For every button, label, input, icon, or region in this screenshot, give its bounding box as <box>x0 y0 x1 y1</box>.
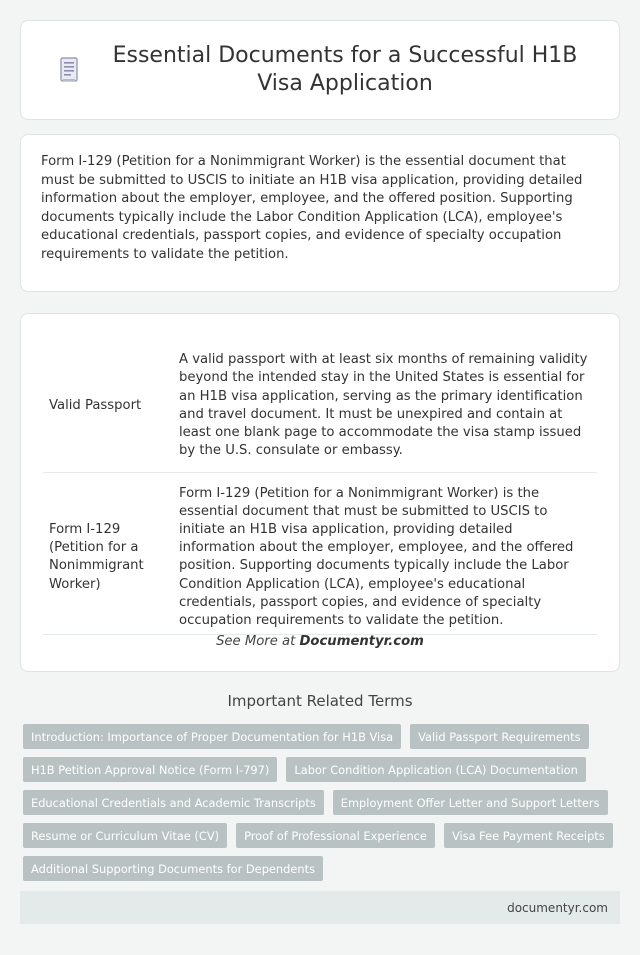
documents-card <box>20 313 620 672</box>
related-term-tag[interactable]: Proof of Professional Experience <box>236 823 435 848</box>
footer <box>20 891 620 924</box>
related-term-tag[interactable]: H1B Petition Approval Notice (Form I-797) <box>23 757 277 782</box>
related-term-tag[interactable]: Labor Condition Application (LCA) Documentation <box>286 757 585 782</box>
see-more-link[interactable]: Documentyr.com <box>299 634 424 649</box>
related-term-tag[interactable]: Introduction: Importance of Proper Documentation for H1B Visa <box>23 724 401 749</box>
see-more-prefix: See More at <box>216 634 300 649</box>
related-terms-title: Important Related Terms <box>227 692 413 710</box>
intro-text: Form I-129 (Petition for a Nonimmigrant Worker) is the essential document that must be submitted to USCIS to initiate an H1B visa application, providing detailed information about the employer, employee, and the offered position. Supporting documents typically include the Labor Condition Application (LCA), employee's educational credentials, passport copies, and evidence of specialty occupation requirements to validate the petition. <box>41 154 583 262</box>
header <box>55 42 585 98</box>
related-term-tag[interactable]: Employment Offer Letter and Support Letters <box>333 790 608 815</box>
related-term-tag[interactable]: Visa Fee Payment Receipts <box>444 823 613 848</box>
document-icon <box>55 57 83 83</box>
header-card <box>20 20 620 120</box>
intro-card <box>20 134 620 292</box>
related-term-tag[interactable]: Resume or Curriculum Vitae (CV) <box>23 823 227 848</box>
documents-table <box>43 332 597 635</box>
document-name: Form I-129 (Petition for a Nonimmigrant Worker) <box>43 472 173 635</box>
page-title: Essential Documents for a Successful H1B Visa Application <box>112 43 578 96</box>
table-row <box>43 332 597 472</box>
see-more <box>21 634 619 649</box>
document-description: Form I-129 (Petition for a Nonimmigrant Worker) is the essential document that must be submitted to USCIS to initiate an H1B visa application, providing detailed information about the employer, employee, and the offered position. Supporting documents typically include the Labor Condition Application (LCA), employee's educational credentials, passport copies, and evidence of specialty occupation requirements to validate the petition. <box>173 472 597 635</box>
document-description: A valid passport with at least six months of remaining validity beyond the intended stay in the United States is essential for an H1B visa application, serving as the primary identification and travel document. It must be unexpired and contain at least one blank page to accommodate the visa stamp issued by the U.S. consulate or embassy. <box>173 332 597 472</box>
table-row <box>43 472 597 635</box>
footer-site[interactable]: documentyr.com <box>507 900 608 915</box>
document-name: Valid Passport <box>43 332 173 472</box>
related-term-tag[interactable]: Educational Credentials and Academic Transcripts <box>23 790 324 815</box>
related-terms-tags <box>23 724 623 889</box>
related-term-tag[interactable]: Valid Passport Requirements <box>410 724 588 749</box>
related-term-tag[interactable]: Additional Supporting Documents for Dependents <box>23 856 323 881</box>
